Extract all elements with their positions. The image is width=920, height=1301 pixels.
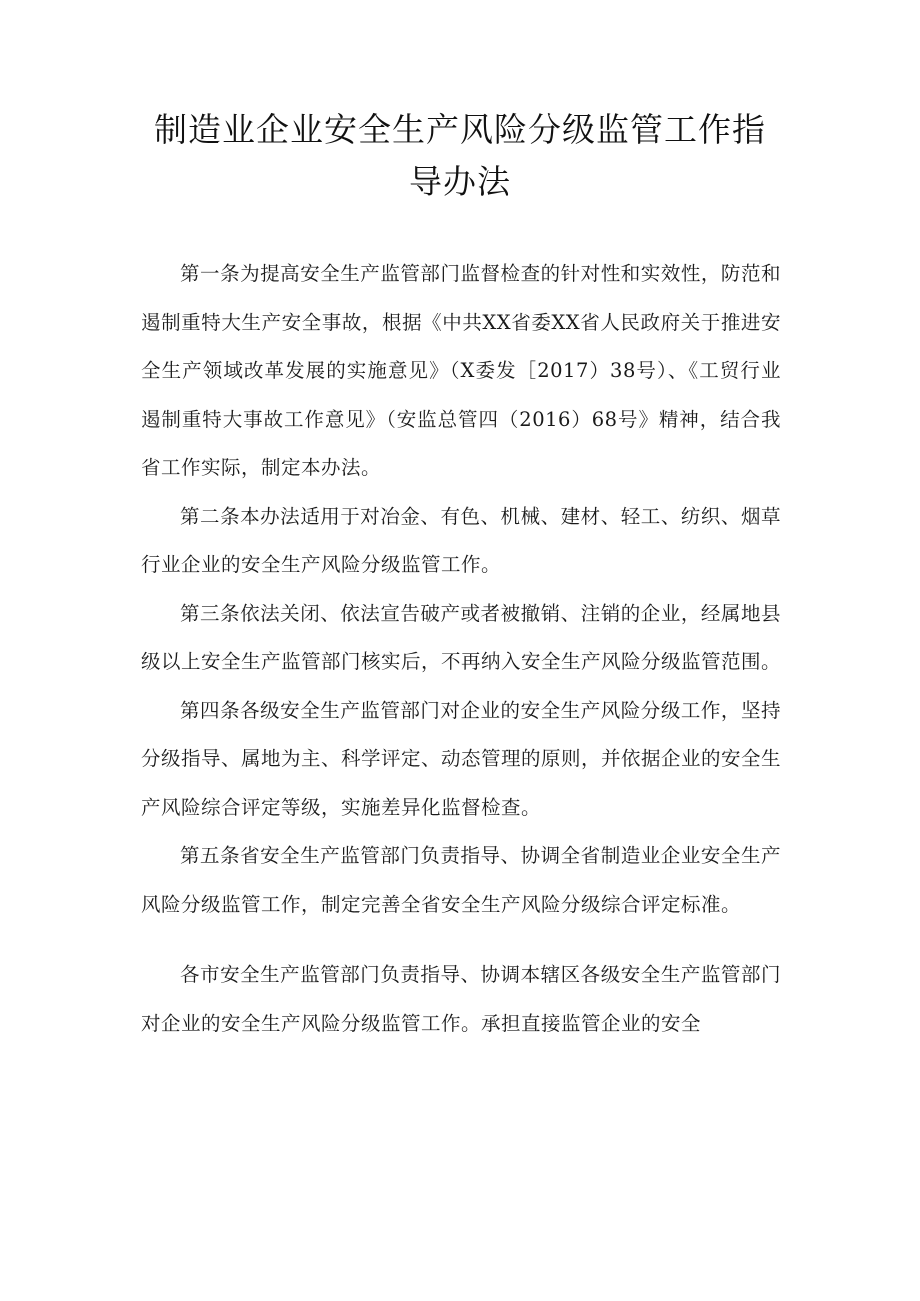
paragraph-article-2: 第二条本办法适用于对冶金、有色、机械、建材、轻工、纺织、烟草行业企业的安全生产风险分级监管工作。 xyxy=(141,504,781,576)
title-line-2: 导办法 xyxy=(409,162,511,201)
document-title xyxy=(0,104,920,208)
paragraph-article-5-continued: 各市安全生产监管部门负责指导、协调本辖区各级安全生产监管部门对企业的安全生产风险分级监管工作。承担直接监管企业的安全 xyxy=(141,963,781,1035)
paragraph-article-1: 第一条为提高安全生产监管部门监督检查的针对性和实效性，防范和遏制重特大生产安全事故，根据《中共XX省委XX省人民政府关于推进安全生产领域改革发展的实施意见》（X委发［2017）38号）、《工贸行业遏制重特大事故工作意见》（安监总管四（2016）68号》精神，结合我省工作实际，制定本办法。 xyxy=(141,262,781,479)
paragraph-article-4: 第四条各级安全生产监管部门对企业的安全生产风险分级工作，坚持分级指导、属地为主、科学评定、动态管理的原则，并依据企业的安全生产风险综合评定等级，实施差异化监督检查。 xyxy=(141,698,782,819)
document-body xyxy=(141,250,781,1048)
paragraph-article-3: 第三条依法关闭、依法宣告破产或者被撤销、注销的企业，经属地县级以上安全生产监管部门核实后，不再纳入安全生产风险分级监管范围。 xyxy=(141,601,782,673)
title-line-1: 制造业企业安全生产风险分级监管工作指 xyxy=(154,110,766,149)
paragraph-article-5: 第五条省安全生产监管部门负责指导、协调全省制造业企业安全生产风险分级监管工作，制定完善全省安全生产风险分级综合评定标准。 xyxy=(141,844,781,916)
